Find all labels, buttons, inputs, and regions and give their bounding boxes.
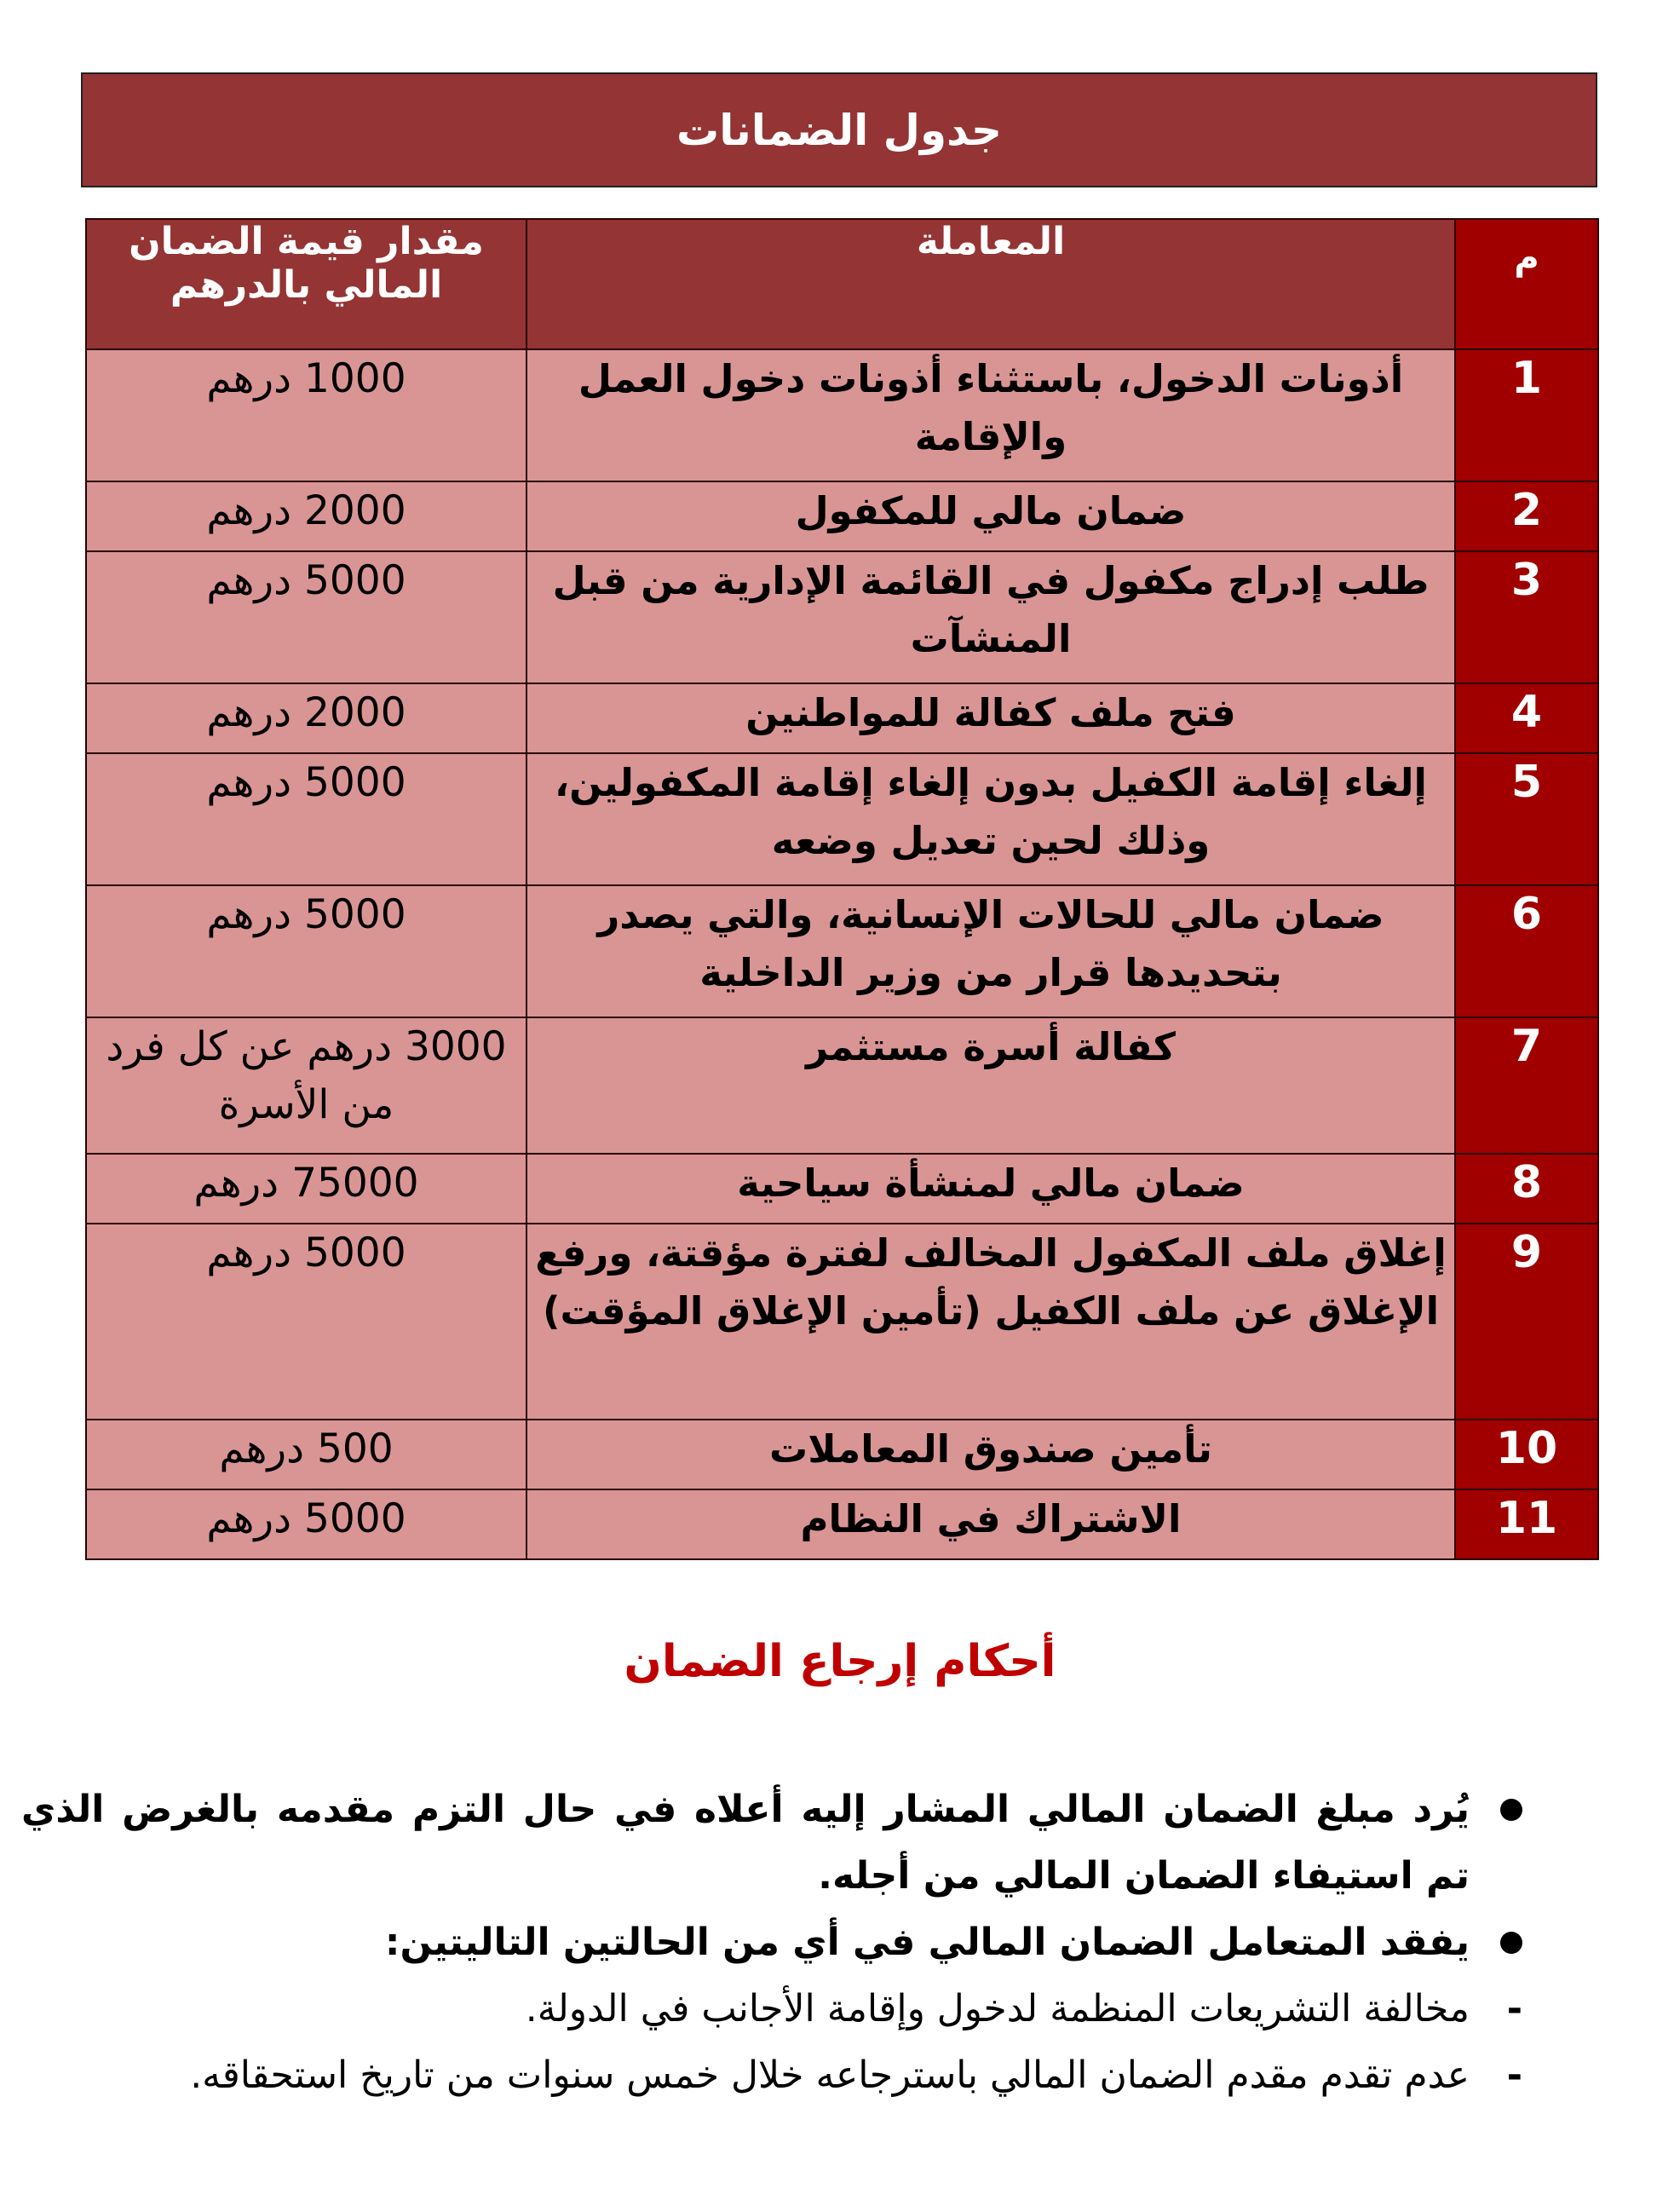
bullet-icon bbox=[1500, 1799, 1522, 1821]
rule-sub-text: عدم تقدم مقدم الضمان المالي باسترجاعه خلال خمس سنوات من تاريخ استحقاقه. bbox=[190, 2054, 1470, 2097]
rule-sub-item bbox=[21, 2042, 1522, 2109]
row-amount: 5000 درهم bbox=[86, 551, 526, 683]
table-row bbox=[86, 1154, 1598, 1224]
row-number: 8 bbox=[1455, 1154, 1598, 1224]
table-row bbox=[86, 1017, 1598, 1154]
header-amount: مقدار قيمة الضمان المالي بالدرهم bbox=[86, 219, 526, 349]
row-number: 1 bbox=[1455, 349, 1598, 481]
row-amount: 5000 درهم bbox=[86, 753, 526, 885]
page-title-banner bbox=[81, 72, 1597, 187]
row-number: 3 bbox=[1455, 551, 1598, 683]
table-row bbox=[86, 1489, 1598, 1559]
rule-sub-item bbox=[21, 1976, 1522, 2042]
header-transaction: المعاملة bbox=[526, 219, 1455, 349]
row-transaction: تأمين صندوق المعاملات bbox=[526, 1420, 1455, 1489]
row-transaction: الاشتراك في النظام bbox=[526, 1489, 1455, 1559]
dash-icon: - bbox=[1506, 1987, 1522, 2031]
refund-rules-list bbox=[21, 1777, 1522, 2109]
rule-bullet-item bbox=[21, 1910, 1470, 1976]
refund-rules-heading: أحكام إرجاع الضمان bbox=[624, 1636, 1056, 1687]
row-amount: 1000 درهم bbox=[86, 349, 526, 481]
bullet-icon bbox=[1500, 1932, 1522, 1954]
rule-text: يفقد المتعامل الضمان المالي في أي من الحالتين التاليتين: bbox=[384, 1921, 1470, 1964]
row-amount: 75000 درهم bbox=[86, 1154, 526, 1224]
table-row bbox=[86, 683, 1598, 753]
table-row bbox=[86, 1420, 1598, 1489]
row-number: 5 bbox=[1455, 753, 1598, 885]
row-transaction: كفالة أسرة مستثمر bbox=[526, 1017, 1455, 1154]
row-transaction: ضمان مالي للمكفول bbox=[526, 481, 1455, 551]
row-transaction: إلغاء إقامة الكفيل بدون إلغاء إقامة المكفولين، وذلك لحين تعديل وضعه bbox=[526, 753, 1455, 885]
header-number: م bbox=[1455, 219, 1598, 349]
table-row bbox=[86, 551, 1598, 683]
row-number: 7 bbox=[1455, 1017, 1598, 1154]
rule-sub-text: مخالفة التشريعات المنظمة لدخول وإقامة الأجانب في الدولة. bbox=[525, 1987, 1470, 2031]
row-transaction: أذونات الدخول، باستثناء أذونات دخول العمل والإقامة bbox=[526, 349, 1455, 481]
row-transaction: فتح ملف كفالة للمواطنين bbox=[526, 683, 1455, 753]
row-transaction: إغلاق ملف المكفول المخالف لفترة مؤقتة، ورفع الإغلاق عن ملف الكفيل (تأمين الإغلاق المؤقت) bbox=[526, 1224, 1455, 1420]
row-number: 4 bbox=[1455, 683, 1598, 753]
table-row bbox=[86, 885, 1598, 1017]
row-amount: 2000 درهم bbox=[86, 683, 526, 753]
table-row bbox=[86, 481, 1598, 551]
row-amount: 5000 درهم bbox=[86, 1224, 526, 1420]
table-header-row bbox=[86, 219, 1598, 349]
row-amount: 5000 درهم bbox=[86, 885, 526, 1017]
row-transaction: ضمان مالي للحالات الإنسانية، والتي يصدر بتحديدها قرار من وزير الداخلية bbox=[526, 885, 1455, 1017]
row-transaction: ضمان مالي لمنشأة سياحية bbox=[526, 1154, 1455, 1224]
dash-icon: - bbox=[1506, 2054, 1522, 2097]
guarantees-table bbox=[85, 218, 1599, 1560]
row-amount: 3000 درهم عن كل فرد من الأسرة bbox=[86, 1017, 526, 1154]
row-amount: 2000 درهم bbox=[86, 481, 526, 551]
row-number: 10 bbox=[1455, 1420, 1598, 1489]
row-number: 6 bbox=[1455, 885, 1598, 1017]
page-title: جدول الضمانات bbox=[676, 105, 1003, 155]
row-number: 2 bbox=[1455, 481, 1598, 551]
table-row bbox=[86, 1224, 1598, 1420]
row-number: 11 bbox=[1455, 1489, 1598, 1559]
row-amount: 500 درهم bbox=[86, 1420, 526, 1489]
row-amount: 5000 درهم bbox=[86, 1489, 526, 1559]
table-row bbox=[86, 753, 1598, 885]
rule-bullet-item bbox=[21, 1777, 1470, 1910]
table-row bbox=[86, 349, 1598, 481]
row-transaction: طلب إدراج مكفول في القائمة الإدارية من قبل المنشآت bbox=[526, 551, 1455, 683]
rule-text: يُرد مبلغ الضمان المالي المشار إليه أعلاه في حال التزم مقدمه بالغرض الذي تم استيفاء الضمان المالي من أجله. bbox=[21, 1788, 1470, 1898]
row-number: 9 bbox=[1455, 1224, 1598, 1420]
